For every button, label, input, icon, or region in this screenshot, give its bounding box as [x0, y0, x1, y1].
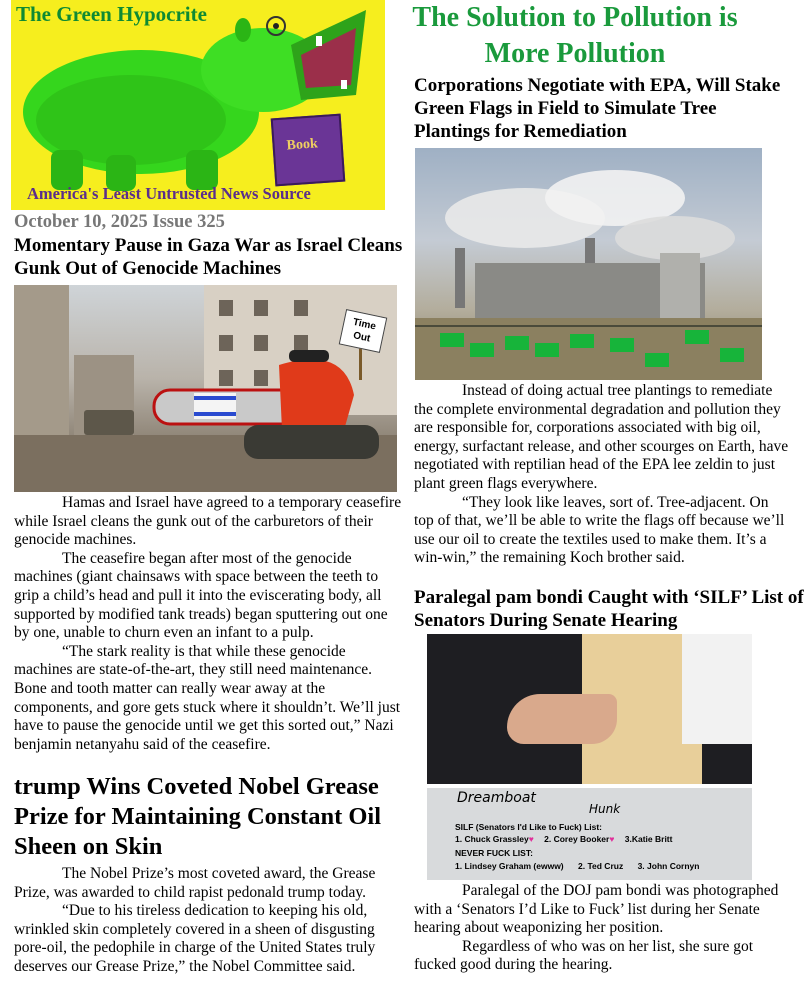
article4-headline: Paralegal pam bondi Caught with ‘SILF’ List of Senators During Senate Hearing: [414, 587, 804, 632]
book-icon: [271, 114, 346, 187]
masthead-title: The Green Hypocrite: [16, 2, 207, 26]
article2-paragraph: The Nobel Prize’s most coveted award, the Grease Prize, was awarded to child rapist pedonald trump today.: [14, 865, 376, 901]
never-item: 3. John Cornyn: [637, 861, 700, 871]
sign-line1: Time: [351, 316, 377, 333]
lead-headline: The Solution to Pollution is More Pollution: [412, 2, 738, 69]
article2-paragraph: “Due to his tireless dedication to keeping his old, wrinkled skin completely covered in a sheen of disgusting pore-oil, the pedophile in charge of the United States truly deserves our Grease Prize,” the Nobel Committee said.: [14, 902, 376, 975]
never-item: 2. Ted Cruz: [578, 861, 624, 871]
power-plant-scene: [415, 148, 762, 380]
hand-shape: [507, 694, 617, 744]
silf-item: 3.Katie Britt: [624, 834, 673, 844]
silf-item: 1. Chuck Grassley: [455, 834, 529, 844]
never-list-title: NEVER FUCK LIST:: [455, 848, 533, 858]
bondi-hearing-photo: [427, 634, 752, 784]
never-item: 1. Lindsey Graham (ewww): [455, 861, 564, 871]
silf-item: 2. Corey Booker: [544, 834, 610, 844]
article3-headline: Corporations Negotiate with EPA, Will Stake Green Flags in Field to Simulate Tree Plantings for Remediation: [414, 75, 781, 143]
paper-shape: [682, 634, 752, 744]
masthead-tagline: America's Least Untrusted News Source: [27, 184, 311, 203]
article2-body: [14, 865, 406, 977]
sign-line2: Out: [352, 330, 372, 345]
article4-paragraph: Paralegal of the DOJ pam bondi was photographed with a ‘Senators I’d Like to Fuck’ list during her Senate hearing about weaponizing her position.: [414, 882, 779, 937]
article3-paragraph: “They look like leaves, sort of. Tree-adjacent. On top of that, we’ll be able to write the flags off because we’ll use our oil to create the textiles used to make them. It’s a win-win,” the remaining Koch brother said.: [414, 493, 785, 567]
gaza-scene: [14, 285, 397, 492]
article4-body: [414, 882, 794, 975]
gaza-photo: [14, 285, 397, 492]
article1-paragraph: The ceasefire began after most of the genocide machines (giant chainsaws with space between the teeth to grip a child’s head and pull it into the eviscerating body, all supported by modified tank treads) began sputtering out one by one, unable to churn even an infant to a pulp.: [14, 549, 388, 642]
silf-list-note: [427, 788, 752, 880]
silf-list-title: SILF (Senators I'd Like to Fuck) List:: [455, 822, 603, 832]
article1-paragraph: Hamas and Israel have agreed to a temporary ceasefire while Israel cleans the gunk out of the carburetors of their genocide machines.: [14, 494, 402, 549]
dreamboat-annotation: Dreamboat: [457, 790, 536, 806]
article3-paragraph: Instead of doing actual tree plantings to remediate the complete environmental degradation and pollution they are responsible for, corporations associated with big oil, energy, surfactant release, and other scourges on Earth, have negotiated with reptilian head of the EPA lee zeldin to just plant green flags everywhere.: [414, 382, 789, 492]
power-plant-photo: [415, 148, 762, 380]
never-list-items: [455, 861, 699, 871]
masthead-banner: [11, 0, 385, 210]
hunk-annotation: Hunk: [589, 802, 621, 816]
silf-list-items: 1. Chuck Grassley♥ 2. Corey Booker♥ 3.Katie Britt: [455, 834, 673, 844]
article2-headline: trump Wins Coveted Nobel Grease Prize for Maintaining Constant Oil Sheen on Skin: [14, 773, 382, 860]
article1-headline: Momentary Pause in Gaza War as Israel Cleans Gunk Out of Genocide Machines: [14, 235, 403, 280]
article4-paragraph: Regardless of who was on her list, she sure got fucked good during the hearing.: [414, 937, 754, 974]
article1-paragraph: “The stark reality is that while these genocide machines are state-of-the-art, they still need maintenance. Bone and tooth matter can really wear away at the components, and gore gets stuck where it shouldn’t. We’ll just have to pause the genocide until we get this sorted out,” Nazi benjamin netanyahu said of the ceasefire.: [14, 642, 401, 753]
issue-line: October 10, 2025 Issue 325: [14, 212, 225, 232]
article1-body: [14, 494, 406, 754]
book-label: Book: [286, 136, 319, 154]
article3-body: [414, 382, 792, 568]
